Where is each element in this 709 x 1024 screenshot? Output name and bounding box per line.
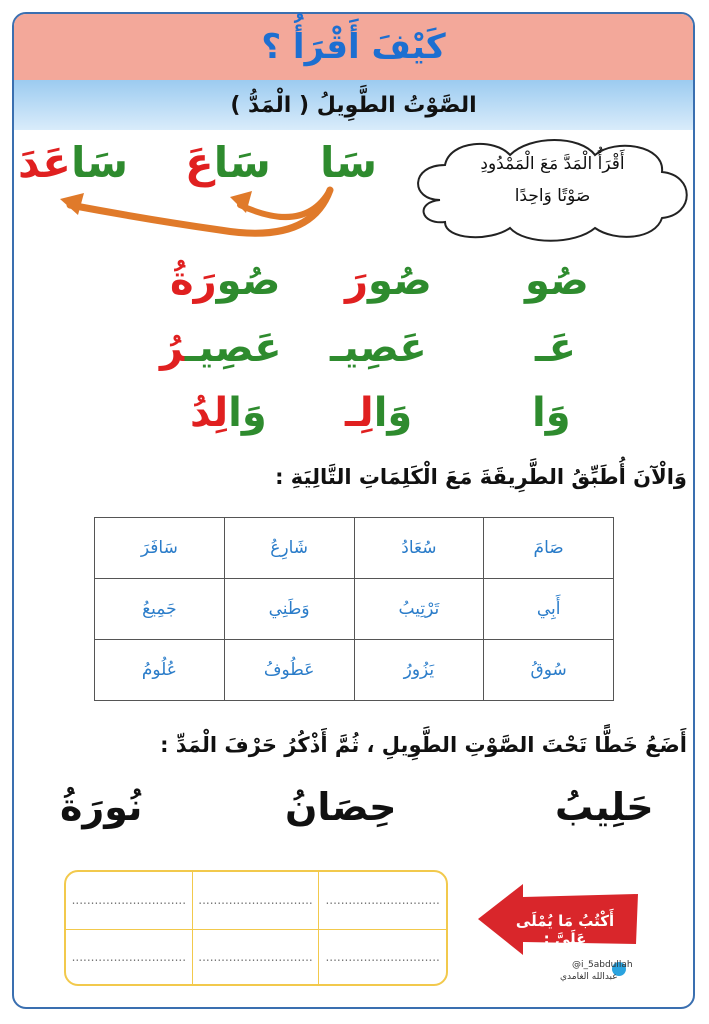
answer-cell[interactable]: ..............................: [193, 872, 320, 930]
page-title: كَيْفَ أَقْرَأُ ؟: [261, 27, 446, 67]
practice-table: [94, 517, 614, 701]
answer-cell[interactable]: ..............................: [319, 872, 446, 930]
big-word-3: نُورَةُ: [60, 785, 143, 829]
answer-cell[interactable]: ..............................: [66, 930, 193, 984]
word-2-1: عَـ: [535, 325, 576, 371]
answer-grid: [64, 870, 448, 986]
table-cell: سُعَادُ: [354, 518, 484, 579]
cloud-line-1: أَقْرَأُ الْمَدَّ مَعَ الْمَمْدُودِ: [480, 154, 625, 174]
table-cell: شَارِعُ: [224, 518, 354, 579]
syllable-3: سَاعَدَ: [18, 138, 129, 187]
table-cell: يَزُورُ: [354, 640, 484, 701]
table-cell: عَطُوفُ: [224, 640, 354, 701]
table-cell: تَرْتِيبُ: [354, 579, 484, 640]
answer-cell[interactable]: ..............................: [193, 930, 320, 984]
instruction-apply: وَالْآنَ أُطَبِّقُ الطَّرِيقَةَ مَعَ الْكَلِمَاتِ التَّالِيَةِ :: [275, 465, 687, 489]
word-3-1: وَا: [532, 390, 571, 436]
arc-long: [70, 190, 330, 233]
word-1-2: صُورَ: [345, 258, 432, 304]
table-cell: أَبِي: [484, 579, 614, 640]
table-row: [95, 518, 614, 579]
word-1-1: صُو: [525, 258, 589, 304]
title-bar: [14, 14, 693, 80]
subtitle-bar: [14, 80, 693, 130]
dictation-label: أَكْتُبُ مَا يُمْلَى عَلَيَّ :: [515, 912, 615, 948]
table-row: [95, 579, 614, 640]
word-2-2: عَصِيـ: [330, 325, 427, 371]
cloud-text: [420, 148, 685, 212]
table-cell: سُوقُ: [484, 640, 614, 701]
answer-cell[interactable]: ..............................: [66, 872, 193, 930]
table-cell: عُلُومُ: [95, 640, 225, 701]
big-word-2: حِصَانُ: [285, 785, 397, 829]
page-subtitle: الصَّوْتُ الطَّوِيلُ ( الْمَدُّ ): [230, 92, 477, 118]
table-cell: سَافَرَ: [95, 518, 225, 579]
cloud-line-2: صَوْتًا وَاحِدًا: [514, 186, 591, 206]
table-cell: وَطَنِي: [224, 579, 354, 640]
syllable-2: سَاعَ: [185, 138, 271, 187]
word-2-3: عَصِيـرُ: [160, 325, 282, 371]
answer-cell[interactable]: ..............................: [325, 949, 440, 964]
instruction-underline: أَضَعُ خَطًّا تَحْتَ الصَّوْتِ الطَّوِيلِ ، ثُمَّ أَذْكُرُ حَرْفَ الْمَدِّ :: [160, 733, 687, 757]
table-cell: جَمِيعُ: [95, 579, 225, 640]
big-word-1: حَلِيبُ: [555, 785, 654, 829]
credit-name: عبدالله الغامدي: [560, 972, 618, 982]
table-cell: صَامَ: [484, 518, 614, 579]
word-3-2: وَالِـ: [345, 390, 413, 436]
word-1-3: صُورَةُ: [170, 258, 281, 304]
word-3-3: وَالِدُ: [190, 390, 267, 436]
table-row: [95, 640, 614, 701]
syllable-1: سَا: [320, 138, 378, 187]
arrow-head-left: [60, 193, 84, 215]
connecting-arrows: [40, 185, 350, 245]
credit-handle: @i_5abdullah: [572, 960, 633, 970]
